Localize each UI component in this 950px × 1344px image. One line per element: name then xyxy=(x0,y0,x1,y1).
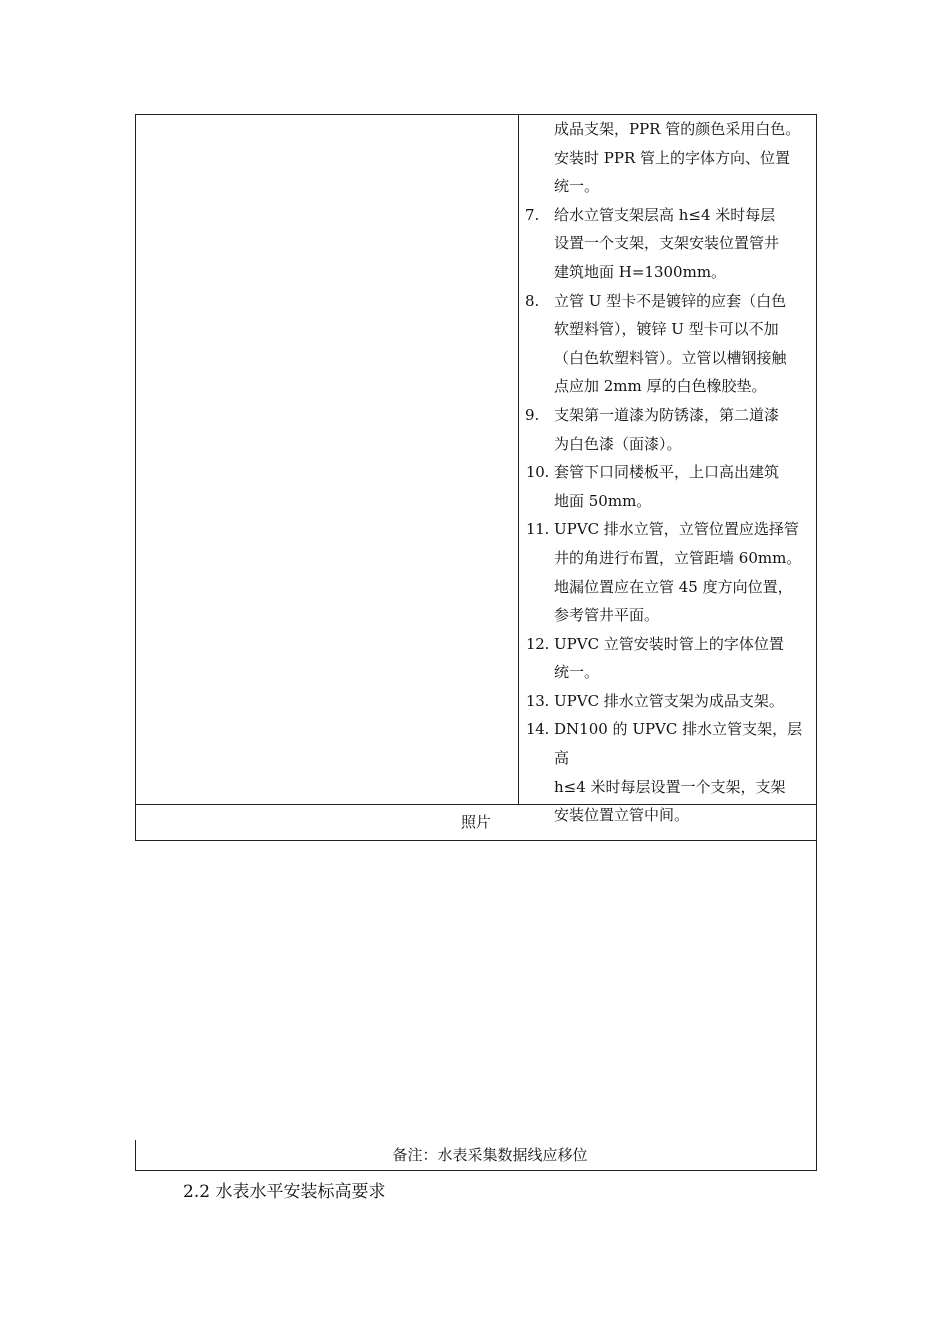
list-item xyxy=(519,401,816,458)
continuation-line: 成品支架，PPR 管的颜色采用白色。 xyxy=(554,120,801,138)
list-item-line: 为白色漆（面漆）。 xyxy=(554,434,682,453)
list-item-line: 统一。 xyxy=(554,663,600,682)
list-item-line: DN100 的 UPVC 排水立管支架，层高 xyxy=(554,720,803,768)
table-right-border xyxy=(816,114,817,1171)
list-item-line: 地漏位置应在立管 45 度方向位置， xyxy=(554,577,793,596)
list-item-line: 建筑地面 H=1300mm。 xyxy=(554,262,727,281)
continuation-line: 统一。 xyxy=(554,177,600,196)
list-item-line: 参考管井平面。 xyxy=(554,606,660,625)
list-item-line: 给水立管支架层高 h≤4 米时每层 xyxy=(554,205,776,224)
list-item xyxy=(519,201,816,287)
list-item-line: h≤4 米时每层设置一个支架，支架 xyxy=(554,777,786,796)
list-item xyxy=(519,687,816,716)
remark-note: 备注：水表采集数据线应移位 xyxy=(392,1146,588,1164)
left-cell xyxy=(136,115,518,804)
list-item-number: 14. xyxy=(526,720,549,739)
list-item-number: 10. xyxy=(526,463,549,482)
list-item-line: 支架第一道漆为防锈漆，第二道漆 xyxy=(554,405,780,424)
spec-table xyxy=(135,114,817,1171)
photo-area xyxy=(136,841,816,1140)
list-item xyxy=(519,515,816,629)
list-item-line: 点应加 2mm 厚的白色橡胶垫。 xyxy=(554,377,767,396)
list-item-line: 软塑料管），镀锌 U 型卡可以不加 xyxy=(554,320,779,339)
list-item-line: UPVC 立管安装时管上的字体位置 xyxy=(554,634,784,653)
list-item-number: 8. xyxy=(525,291,540,310)
list-item-line: 安装位置立管中间。 xyxy=(554,806,690,825)
list-item-number: 13. xyxy=(526,691,549,710)
list-item-line: 设置一个支架，支架安装位置管井 xyxy=(554,234,780,253)
list-item-number: 7. xyxy=(525,205,540,224)
list-item-line: 井的角进行布置，立管距墙 60mm。 xyxy=(554,548,802,567)
list-item-line: UPVC 排水立管，立管位置应选择管 xyxy=(554,520,799,539)
continuation-line: 安装时 PPR 管上的字体方向、位置 xyxy=(554,148,791,167)
list-item-number: 12. xyxy=(526,634,549,653)
list-item xyxy=(519,630,816,687)
photo-header: 照片 xyxy=(460,813,491,831)
list-item-line: 立管 U 型卡不是镀锌的应套（白色 xyxy=(554,291,787,310)
table-bottom-border xyxy=(135,1170,817,1171)
list-item xyxy=(519,458,816,515)
continuation-paragraph xyxy=(519,115,816,201)
list-item-line: （白色软塑料管）。立管以槽钢接触 xyxy=(554,348,787,367)
section-heading: 2.2 水表水平安装标高要求 xyxy=(183,1182,386,1202)
list-item-line: UPVC 排水立管支架为成品支架。 xyxy=(554,691,784,710)
requirements-list xyxy=(519,115,816,830)
list-item-line: 套管下口同楼板平，上口高出建筑 xyxy=(554,463,780,482)
list-item-number: 11. xyxy=(526,520,549,539)
list-item xyxy=(519,287,816,401)
list-item-line: 地面 50mm。 xyxy=(554,491,652,510)
list-item-number: 9. xyxy=(525,405,540,424)
